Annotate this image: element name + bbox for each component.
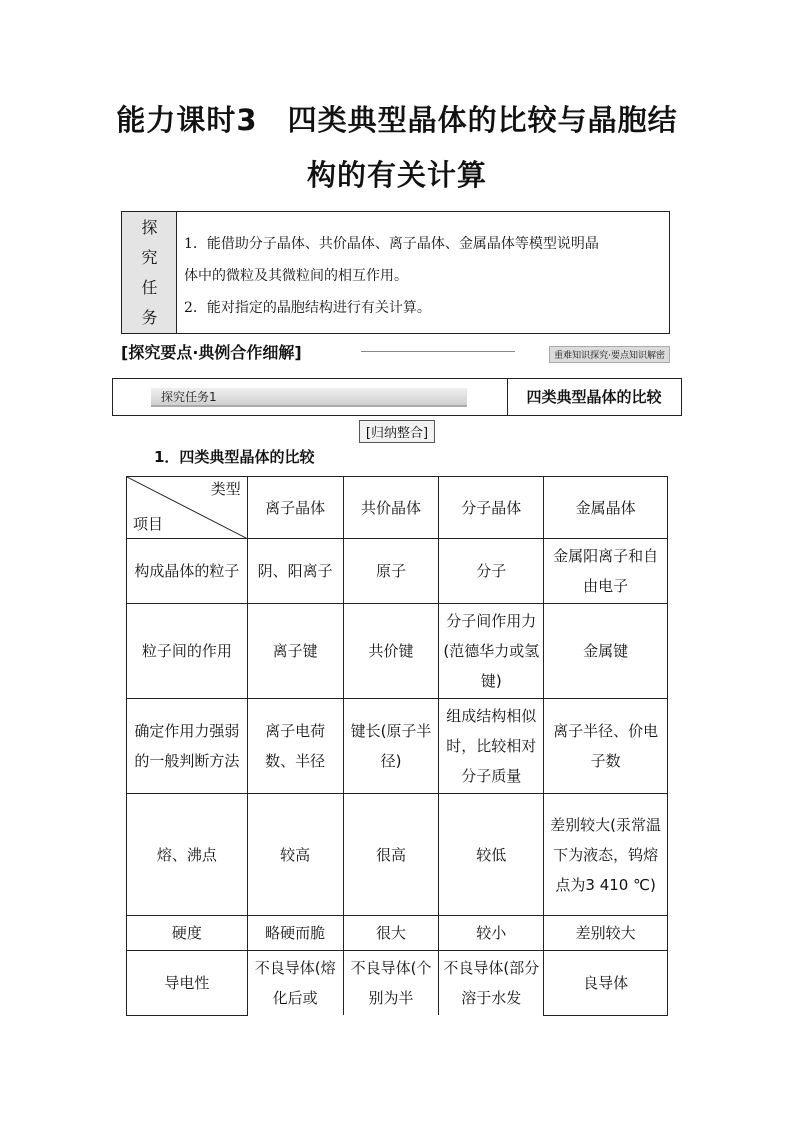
table-cell: 键长(原子半径) [343,699,439,794]
explore-task-box [121,211,670,334]
table-cell: 离子键 [247,604,343,699]
page-title-line1: 能力课时3 四类典型晶体的比较与晶胞结 [116,103,678,137]
label-char: 究 [141,248,158,267]
table-row [127,951,668,1016]
row-label: 导电性 [127,951,248,1016]
table-header-row [127,477,668,539]
table-cell: 差别较大(汞常温下为液态，钨熔点为3 410 ℃) [544,794,668,916]
page-title-line2: 构的有关计算 [306,158,487,192]
task-line-1: 1．能借助分子晶体、共价晶体、离子晶体、金属晶体等模型说明晶 [184,236,599,252]
row-label: 确定作用力强弱的一般判断方法 [127,699,248,794]
subheading: 1．四类典型晶体的比较 [154,448,315,466]
table-cell: 不良导体(部分溶于水发 [439,951,544,1016]
summary-tag-wrap [0,420,794,443]
section-divider [361,351,515,352]
task-topic: 四类典型晶体的比较 [526,388,662,406]
table-row [127,916,668,951]
task-ribbon [151,388,467,407]
table-cell: 金属阳离子和自由电子 [544,539,668,604]
header-item: 项目 [133,515,164,533]
task-ribbon-label: 探究任务1 [161,390,217,404]
column-header: 离子晶体 [247,477,343,539]
label-char: 探 [141,218,158,237]
table-cell: 略硬而脆 [247,916,343,951]
table-cell: 离子半径、价电子数 [544,699,668,794]
table-cell: 阴、阳离子 [247,539,343,604]
row-label: 粒子间的作用 [127,604,248,699]
table-cell: 很高 [343,794,439,916]
table-cell: 共价键 [343,604,439,699]
explore-task-label [122,212,177,333]
table-cell: 很大 [343,916,439,951]
table-cell: 较小 [439,916,544,951]
table-row [127,604,668,699]
diagonal-header-cell [127,477,248,539]
column-header: 金属晶体 [544,477,668,539]
section-badge: 重难知识探究·要点知识解密 [549,346,670,363]
row-label: 硬度 [127,916,248,951]
label-char: 任 [141,278,158,297]
header-type: 类型 [210,480,241,498]
table-cell: 原子 [343,539,439,604]
task-line-2: 体中的微粒及其微粒间的相互作用。 [184,268,408,284]
table-cell: 较低 [439,794,544,916]
table-row [127,699,668,794]
column-header: 共价晶体 [343,477,439,539]
table-row [127,539,668,604]
column-header: 分子晶体 [439,477,544,539]
label-char: 务 [141,308,158,327]
row-label: 熔、沸点 [127,794,248,916]
section-header [121,340,670,364]
table-cell: 不良导体(熔化后或 [247,951,343,1016]
table-cell: 分子 [439,539,544,604]
table-cell: 金属键 [544,604,668,699]
table-cell: 良导体 [544,951,668,1016]
task-line-3: 2．能对指定的晶胞结构进行有关计算。 [184,300,431,316]
table-cell: 差别较大 [544,916,668,951]
table-cell: 不良导体(个别为半 [343,951,439,1016]
summary-tag: [归纳整合] [359,420,435,443]
task-bar [112,378,682,416]
table-cell: 离子电荷数、半径 [247,699,343,794]
section-title: [探究要点·典例合作细解] [121,343,302,362]
table-row [127,794,668,916]
table-cell: 较高 [247,794,343,916]
explore-task-content [184,228,664,324]
comparison-table [126,476,668,1016]
row-label: 构成晶体的粒子 [127,539,248,604]
table-cell: 分子间作用力(范德华力或氢键) [439,604,544,699]
table-cell: 组成结构相似时，比较相对分子质量 [439,699,544,794]
